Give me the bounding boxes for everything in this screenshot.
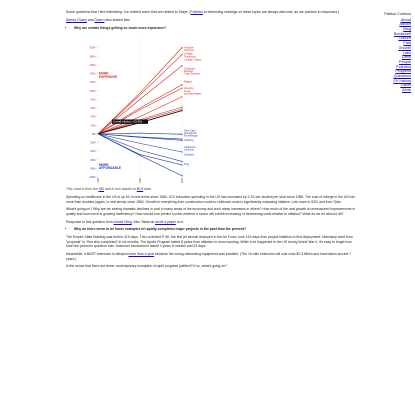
series-endpoint — [181, 108, 182, 109]
series-endpoint — [181, 139, 182, 140]
annotation-affordable: AFFORDABLE — [99, 166, 121, 171]
y-tick-label: -40% — [89, 150, 96, 154]
sidebar — [371, 12, 411, 93]
y-tick-label: 100% — [89, 89, 96, 93]
spending-paragraph: Spending on healthcare in the US is up 6X in real terms since 1960. K12 education spending in the US has increased by 2-3X per student per year since 1980. The cost of college in the US has more than doubled (again, in real terms) since 1984. Growth in everything from construction costs to childcare costs is significantly outpacing inflation. Lots more in SSC and from Tyler. — [66, 194, 355, 204]
series-label: Housing — [184, 87, 194, 91]
sidebar-link-sv-history[interactable]: SV history — [393, 77, 411, 83]
paper-link[interactable]: wrote a paper — [155, 219, 176, 224]
sidebar-link-fast[interactable]: Fast — [403, 40, 411, 46]
series-label: Childcare — [184, 67, 195, 71]
series-endpoint — [181, 84, 182, 85]
series-endpoint — [181, 88, 182, 89]
sidebar-link-pollution[interactable]: Pollution — [396, 63, 411, 69]
sidebar-link-links[interactable]: Links — [401, 54, 411, 60]
series-endpoint — [181, 96, 182, 97]
main-content — [66, 10, 356, 272]
sidebar-link-growth[interactable]: Growth — [398, 44, 411, 50]
series-label: Food — [184, 89, 190, 93]
empire-state-paragraph: The Empire State Building was built in 410 days. The Lockheed P-80, the first jet aircraft deployed in the Air Force, took 143 days from project initiation to first deployment. Marinship went from "proposal" to "first ship completed" in six months. The Apollo Program lasted 8 years from initiation to moon landing. While a lot happened in the US during World War II, it's easy to forget how short the period in question was. American involvement lasted 3 years 8 months and 23 days. — [66, 235, 353, 249]
sidebar-link-about[interactable]: About — [400, 16, 411, 22]
thanks-paragraph: Alexey Guzey and Gwern also started lists. — [66, 17, 131, 22]
y-tick-label: 200% — [89, 46, 96, 50]
series-label: Hospital — [184, 46, 194, 50]
series-endpoint — [181, 65, 182, 66]
price-changes-chart — [78, 33, 228, 187]
series-label: Cellphone — [184, 145, 196, 149]
sidebar-link-travel[interactable]: Travel — [400, 82, 411, 88]
series-line — [98, 134, 182, 162]
sidebar-link-blog[interactable]: Blog — [403, 26, 411, 32]
y-tick-label: 160% — [89, 64, 96, 68]
intro-text: Some questions that I find interesting. I've omitted some that are related to Stripe. — [66, 10, 189, 14]
series-endpoint — [181, 164, 182, 165]
sidebar-link-advice[interactable]: Advice — [399, 21, 411, 27]
series-label: College — [184, 52, 193, 56]
series-label: Services — [184, 49, 194, 53]
y-tick-label: -80% — [89, 167, 96, 171]
series-label: Wages — [184, 80, 192, 84]
series-label: College Tuition — [184, 58, 202, 62]
y-tick-label: 0% — [92, 133, 96, 137]
bart-paragraph: Meanwhile, a BART extension is delayed more than a year because the wrong networking equipment was installed. (The 16-mile extension will cost circa $2.3 billion and have taken around 7 years.) — [66, 252, 352, 261]
y-tick-label: 120% — [89, 81, 96, 85]
inflation-label: Overall inflation (+53.8%) — [113, 120, 143, 124]
sidebar-link-bookshelf[interactable]: Bookshelf — [393, 30, 411, 36]
series-endpoint — [181, 110, 182, 111]
site-author-name: Patrick Collison — [384, 11, 411, 16]
sidebar-link-labs[interactable]: Labs — [402, 49, 411, 55]
series-label: Toys — [184, 163, 190, 167]
sidebar-link-work[interactable]: Work — [401, 87, 411, 92]
question-list-1 — [66, 26, 356, 31]
series-endpoint — [181, 54, 182, 55]
y-tick-label: 40% — [90, 115, 96, 119]
chart-caption: This chart is from the AEI and in turn based on BLS data. — [66, 187, 152, 192]
series-endpoint — [181, 140, 182, 141]
series-label: Software — [184, 153, 195, 157]
more-than-a-year-link[interactable]: more than a year — [128, 252, 155, 257]
series-label: Clothing — [184, 139, 194, 143]
x-tick-label: 2017 — [181, 177, 184, 184]
y-tick-label: 60% — [90, 107, 96, 111]
series-endpoint — [181, 47, 182, 48]
y-tick-label: -100% — [88, 176, 96, 180]
series-endpoint — [181, 134, 182, 135]
y-tick-label: -60% — [89, 158, 96, 162]
justified-paragraph: Is the sense that there are fewer contemporary examples of rapid progress justified? If so, what's going on? — [66, 264, 228, 269]
y-tick-label: -20% — [89, 141, 96, 145]
response-paragraph: Response to this question from Arnold Kling. Alex Tabarrok wrote a paper on it. — [66, 219, 185, 224]
series-label: Services — [184, 148, 194, 152]
series-label: Care Services — [184, 72, 201, 76]
series-endpoint — [181, 107, 182, 108]
question-expensive: • Why are certain things getting so much more expensive? — [74, 26, 356, 31]
x-tick-label: 1997 — [97, 177, 100, 184]
sidebar-link-questions[interactable]: Questions — [393, 72, 411, 78]
y-tick-label: 80% — [90, 98, 96, 102]
alexey-guzey-link[interactable]: Alexey Guzey — [66, 17, 87, 22]
annotation-more: MORE — [99, 71, 109, 76]
arnold-kling-link[interactable]: Arnold Kling — [113, 219, 132, 224]
series-endpoint — [181, 152, 182, 153]
series-endpoint — [181, 175, 182, 176]
series-label: and Beverages — [184, 92, 202, 96]
annotation-more: MORE — [99, 162, 109, 167]
gwern-link[interactable]: Gwern — [94, 17, 105, 22]
series-endpoint — [181, 161, 182, 162]
aei-link[interactable]: AEI — [98, 187, 104, 192]
series-line — [98, 134, 182, 140]
y-tick-label: 180% — [89, 55, 96, 59]
whats-going-on-paragraph: What's going on? Why are we seeing dramatic declines in cost in many areas of the economy and such steep increases in others? How much of the cost growth is unmeasured improvements in quality and how much is growing inefficiency? How should one predict a priori whether a sector will exhibit increasing or decreasing costs relative to inflation? What do we do about it all? — [66, 207, 356, 216]
intro-paragraph: Some questions that I find interesting. I've omitted some that are related to Stripe. (Pointers to interesting readings on these topics are always welcome, as are pointers to responses.) — [66, 10, 340, 14]
question-rapid-projects: • Why do there seem to be fewer examples of rapidly-completed major projects in the past than the present? — [74, 227, 356, 232]
series-label: Textbooks — [184, 55, 196, 59]
question-list-2 — [66, 227, 356, 232]
series-label: Household — [184, 132, 197, 136]
series-label: Medical — [184, 70, 193, 74]
sidebar-link-progress[interactable]: Progress — [395, 68, 411, 74]
y-tick-label: 140% — [89, 72, 96, 76]
sidebar-link-culture[interactable]: Culture — [398, 35, 411, 41]
series-label: New Cars — [184, 129, 196, 133]
y-tick-label: 20% — [90, 124, 96, 128]
series-label: Furnishings — [184, 134, 198, 138]
annotation-expensive: EXPENSIVE — [99, 74, 118, 79]
series-line — [98, 97, 182, 134]
bls-link[interactable]: BLS — [136, 187, 144, 192]
sidebar-link-people[interactable]: People — [398, 58, 411, 64]
pointers-link[interactable]: Pointers — [190, 10, 203, 14]
x-tick-label: 2007 — [139, 177, 142, 184]
